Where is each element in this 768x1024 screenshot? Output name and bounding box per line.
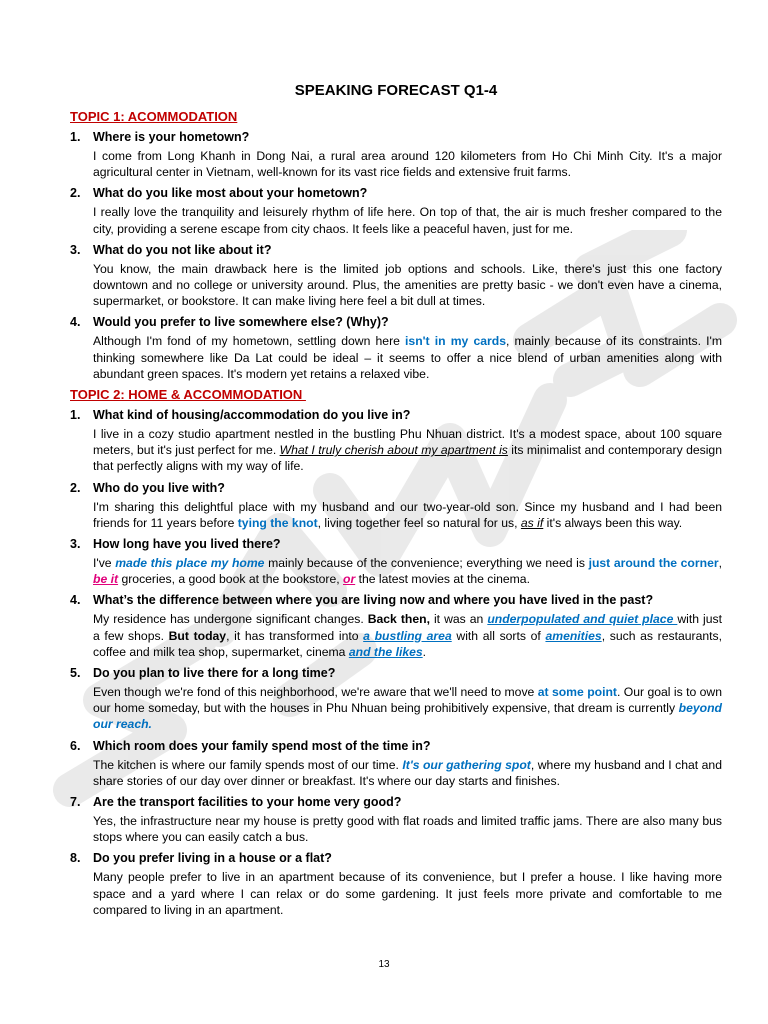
answer [93,148,722,180]
answer [93,813,722,845]
topics-container [70,109,722,918]
answer [93,611,722,660]
question-block [70,129,722,180]
question [70,407,722,423]
answer-text: with just a few shops. [93,612,723,643]
question-number: 4. [70,315,81,330]
answer-text: I live in a cozy studio apartment nestled in the bustling Phu Nhuan district. It's a modest space, about 100 square meters, but it's just perfect for me. [93,427,722,458]
question-text: Would you prefer to live somewhere else? (Why)? [93,315,389,330]
question-block [70,850,722,918]
question-number: 4. [70,593,81,608]
answer [93,555,722,587]
answer-text: Even though we're fond of this neighborhood, we're aware that we'll need to move [93,685,538,700]
answer-text: , mainly because of its constraints. I'm thinking somewhere like Da Lat could be ideal – it seems to offer a nice blend of urban amenities along with abundant green spaces. It's modern yet retains a relaxed vibe. [93,334,722,381]
answer-text: the latest movies at the cinema. [355,572,530,587]
answer [93,757,722,789]
question-block [70,407,722,475]
question [70,794,722,810]
answer-text: it was an [429,612,488,627]
highlighted-phrase: beyond our reach. [93,701,722,732]
question-number: 5. [70,666,81,681]
highlighted-phrase: amenities [545,628,602,643]
answer-text: , it has transformed into [226,628,364,643]
highlighted-phrase: tying the knot [237,515,318,530]
question [70,480,722,496]
document-body [70,82,722,923]
question-number: 1. [70,408,81,423]
question-block [70,794,722,845]
answer [93,426,722,475]
highlighted-phrase: underpopulated and quiet place [487,612,678,627]
answer [93,684,722,733]
answer [93,333,722,382]
question-number: 6. [70,738,81,753]
highlighted-phrase: just around the corner [588,556,719,571]
question-text: What kind of housing/accommodation do you live in? [93,408,411,423]
question-text: Where is your hometown? [93,130,250,144]
answer-text: You know, the main drawback here is the limited job options and schools. Like, there's just this one factory downtown and no college or university around. Plus, the amenities are pretty basic - we don't even have a cinema, supermarket, or bookstore. It can make living here feel a bit dull at times. [93,261,722,309]
highlighted-phrase: What I truly cherish about my apartment is [279,443,508,458]
answer [93,261,722,310]
answer-text: Yes, the infrastructure near my house is pretty good with flat roads and limited traffic jams. There are also many bus stops where you can easily catch a bus. [93,814,722,845]
answer [93,204,722,236]
question [70,738,722,754]
answer-text: I really love the tranquility and leisurely rhythm of life here. On top of that, the air is much fresher compared to the city, providing a serene escape from city chaos. It feels like a peaceful haven, just for me. [93,205,722,236]
question-number: 3. [70,537,81,552]
highlighted-phrase: It's our gathering spot [402,757,531,772]
question [70,592,722,608]
highlighted-phrase: But today [168,628,227,643]
question-block [70,314,722,382]
answer [93,869,722,918]
highlighted-phrase: be it [93,572,119,587]
question [70,314,722,330]
question-number: 2. [70,186,81,201]
question [70,665,722,681]
answer-text: it's always been this way. [543,515,683,530]
question-text: Do you plan to live there for a long time? [93,666,336,681]
question-text: Who do you live with? [93,480,225,495]
answer-text: . Our goal is to own our home someday, but with the houses in Phu Nhuan being prohibitively expensive, that dream is currently [93,685,723,716]
answer-text: , [718,556,722,571]
answer-text: I come from Long Khanh in Dong Nai, a rural area around 120 kilometers from Ho Chi Minh City. It's a major agricultural center in Vietnam, well-known for its vast rice fields and extensive fruit farms. [93,149,722,180]
answer-text: , living together feel so natural for us, [317,515,521,530]
answer-text: mainly because of the convenience; everything we need is [264,556,589,571]
answer-text: , such as restaurants, coffee and milk tea shop, supermarket, cinema [93,628,723,659]
question [70,242,722,258]
answer-text: Many people prefer to live in an apartment because of its convenience, but I prefer a house. I like having more space and a yard where I can relax or do some gardening. It just feels more private and comfortable to me compared to living in an apartment. [93,870,722,917]
highlighted-phrase: a bustling area [363,628,452,643]
question-number: 2. [70,480,81,495]
answer-text: I'm sharing this delightful place with my husband and our two-year-old son. Since my husband and I had been friends for 11 years before [93,499,722,530]
question-text: Are the transport facilities to your home very good? [93,795,402,810]
page-title: SPEAKING FORECAST Q1-4 [294,82,498,99]
question-block [70,242,722,310]
highlighted-phrase: at some point [537,685,617,700]
highlighted-phrase: and the likes [348,644,423,659]
question-block [70,536,722,587]
answer-text: My residence has undergone significant changes. [93,612,368,627]
answer-text: I've [93,556,116,571]
answer-text: groceries, a good book at the bookstore, [118,572,343,587]
question-text: Do you prefer living in a house or a flat? [93,851,332,866]
question-text: How long have you lived there? [93,537,281,552]
question-number: 7. [70,795,81,810]
question-block [70,185,722,236]
answer-text: with all sorts of [451,628,546,643]
highlighted-phrase: Back then, [367,612,430,627]
question-block [70,665,722,733]
highlighted-phrase: as if [520,515,544,530]
question-text: What’s the difference between where you are living now and where you have lived in the past? [93,593,654,608]
answer-text: , where my husband and I chat and share stories of our day over dinner or breakfast. It's where our day starts and finishes. [93,757,722,788]
answer-text: . [422,644,427,659]
answer [93,499,722,531]
question-text: What do you like most about your hometown? [93,186,368,201]
question-text: Which room does your family spend most of the time in? [93,738,431,753]
answer-text: its minimalist and contemporary design that perfectly aligns with my way of life. [93,443,722,474]
question-block [70,480,722,531]
question-number: 3. [70,242,81,257]
highlighted-phrase: made this place my home [115,556,265,571]
page-number: 13 [378,959,390,970]
question-block [70,738,722,789]
question [70,129,722,145]
question-number: 1. [70,130,81,144]
answer-text: Although I'm fond of my hometown, settling down here [93,334,406,349]
question [70,850,722,866]
answer-text: The kitchen is where our family spends most of our time. [93,757,403,772]
question-block [70,592,722,660]
highlighted-phrase: isn't in my cards [405,334,506,349]
highlighted-phrase: or [343,572,356,587]
question-number: 8. [70,851,81,866]
topic-heading: TOPIC 2: HOME & ACCOMMODATION [70,387,306,403]
topic-heading: TOPIC 1: ACOMMODATION [70,109,238,124]
question [70,185,722,201]
question-text: What do you not like about it? [93,242,272,257]
question [70,536,722,552]
